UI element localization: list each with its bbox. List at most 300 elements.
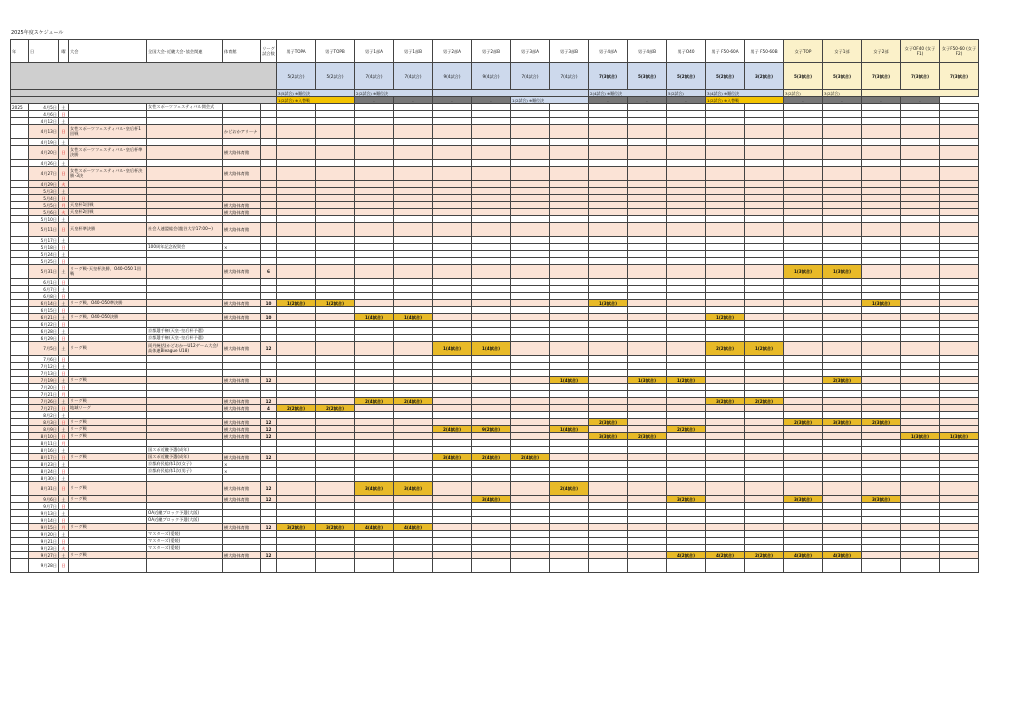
division-cell [667, 279, 706, 286]
weekday-cell: 日 [59, 293, 69, 300]
division-cell [433, 503, 472, 510]
event-cell [69, 104, 147, 111]
division-cell [550, 167, 589, 181]
division-cell [550, 440, 589, 447]
notes-cell: - [823, 97, 862, 104]
national-event-cell: 京都選手権(天皇･皇后杯予選) [147, 335, 223, 342]
division-cell [433, 111, 472, 118]
division-cell [394, 503, 433, 510]
division-cell [433, 552, 472, 559]
weekday-cell: 月 [59, 524, 69, 531]
division-cell [940, 356, 979, 363]
division-cell [628, 279, 667, 286]
match-count-cell [261, 118, 277, 125]
weekday-cell: 月 [59, 440, 69, 447]
division-cell [901, 167, 940, 181]
division-cell [706, 265, 745, 279]
weekday-cell: 土 [59, 265, 69, 279]
schedule-row [11, 538, 979, 545]
year-cell [11, 433, 29, 440]
notes-row-1 [11, 90, 979, 97]
division-cell [472, 188, 511, 195]
schedule-row [11, 223, 979, 237]
year-cell: 2025 [11, 104, 29, 111]
column-header: 男子O40 [667, 40, 706, 63]
year-cell [11, 125, 29, 139]
division-cell [745, 538, 784, 545]
division-cell [511, 440, 550, 447]
match-count-cell [261, 503, 277, 510]
weekday-cell: 土 [59, 342, 69, 356]
year-cell [11, 265, 29, 279]
division-cell [706, 209, 745, 216]
division-cell [862, 356, 901, 363]
match-count-cell [261, 468, 277, 475]
division-cell [823, 391, 862, 398]
division-cell [472, 237, 511, 244]
division-cell [394, 188, 433, 195]
division-cell [862, 167, 901, 181]
division-cell [706, 475, 745, 482]
division-cell [472, 209, 511, 216]
division-cell [628, 314, 667, 321]
column-header: 男子3部A [511, 40, 550, 63]
division-cell [901, 181, 940, 188]
division-cell [316, 139, 355, 146]
division-cell [433, 286, 472, 293]
division-cell [511, 202, 550, 209]
year-cell [11, 111, 29, 118]
division-cell [394, 118, 433, 125]
division-cell [589, 440, 628, 447]
division-cell [589, 111, 628, 118]
division-cell [277, 538, 316, 545]
schedule-row [11, 286, 979, 293]
match-cell: 2(4試合) [472, 454, 511, 461]
venue-cell: 横大路体育館 [223, 454, 261, 461]
division-cell [472, 412, 511, 419]
division-cell [433, 223, 472, 237]
year-cell [11, 412, 29, 419]
weekday-cell: 土 [59, 118, 69, 125]
match-cell: 3(2試合) [316, 524, 355, 531]
division-cell [862, 160, 901, 167]
division-cell [745, 118, 784, 125]
year-cell [11, 118, 29, 125]
division-cell [472, 531, 511, 538]
schedule-row [11, 517, 979, 524]
division-cell [316, 440, 355, 447]
division-cell [628, 202, 667, 209]
division-cell [511, 125, 550, 139]
division-cell [745, 307, 784, 314]
division-cell [589, 510, 628, 517]
division-cell [589, 503, 628, 510]
schedule-row [11, 454, 979, 461]
division-cell [784, 363, 823, 370]
division-cell [823, 363, 862, 370]
weekday-cell: 土 [59, 286, 69, 293]
year-cell [11, 307, 29, 314]
division-cell [706, 118, 745, 125]
event-cell: リーグ戦 [69, 433, 147, 440]
match-count-cell [261, 440, 277, 447]
match-count-cell [261, 209, 277, 216]
weekday-cell: 土 [59, 461, 69, 468]
division-cell [472, 181, 511, 188]
date-cell: 4月6日 [29, 111, 59, 118]
date-cell: 9月6日 [29, 496, 59, 503]
division-cell [784, 111, 823, 118]
division-cell [745, 545, 784, 552]
national-event-cell: 京都選手権(天皇･皇后杯予選) [147, 328, 223, 335]
division-cell [901, 412, 940, 419]
match-count-cell [261, 384, 277, 391]
division-cell [901, 552, 940, 559]
division-cell [550, 314, 589, 321]
division-cell [628, 293, 667, 300]
division-cell [511, 216, 550, 223]
division-cell [784, 524, 823, 531]
division-cell [940, 531, 979, 538]
division-cell [823, 104, 862, 111]
division-cell [784, 328, 823, 335]
division-cell [901, 279, 940, 286]
division-cell [550, 251, 589, 258]
event-cell [69, 160, 147, 167]
division-cell [316, 167, 355, 181]
division-cell [511, 363, 550, 370]
match-count-cell [261, 167, 277, 181]
national-event-cell [147, 321, 223, 328]
division-cell [394, 237, 433, 244]
division-cell [901, 335, 940, 342]
date-cell: 9月13日 [29, 510, 59, 517]
match-count-cell [261, 188, 277, 195]
division-cell [784, 482, 823, 496]
division-cell [433, 244, 472, 251]
division-cell [940, 321, 979, 328]
division-cell [706, 412, 745, 419]
venue-cell [223, 216, 261, 223]
division-cell [511, 503, 550, 510]
match-cell: 1(4試合) [394, 314, 433, 321]
division-cell [628, 104, 667, 111]
schedule-row [11, 405, 979, 412]
weekday-cell: 土 [59, 426, 69, 433]
schedule-row [11, 328, 979, 335]
notes-cell: 3(5試合) ※順位決 [277, 90, 355, 97]
division-cell [277, 258, 316, 265]
division-cell [394, 440, 433, 447]
division-cell [862, 468, 901, 475]
event-cell: リーグ戦、O40-O50準決勝 [69, 300, 147, 307]
division-cell [901, 118, 940, 125]
year-cell [11, 342, 29, 356]
division-cell [316, 496, 355, 503]
schedule-row [11, 118, 979, 125]
division-cell [628, 181, 667, 188]
match-cell: 3(3試合) [862, 496, 901, 503]
year-cell [11, 328, 29, 335]
division-cell [550, 258, 589, 265]
division-cell [394, 328, 433, 335]
division-cell [823, 209, 862, 216]
division-cell [628, 167, 667, 181]
schedule-row [11, 237, 979, 244]
division-cell [316, 538, 355, 545]
division-cell [355, 300, 394, 307]
division-cell [511, 335, 550, 342]
year-cell [11, 314, 29, 321]
division-cell [784, 118, 823, 125]
division-cell [862, 461, 901, 468]
division-cell [862, 384, 901, 391]
national-event-cell [147, 118, 223, 125]
venue-cell: 横大路体育館 [223, 482, 261, 496]
division-cell [550, 118, 589, 125]
division-cell [901, 517, 940, 524]
division-cell [550, 181, 589, 188]
division-cell [355, 552, 394, 559]
division-cell [511, 517, 550, 524]
division-cell [628, 475, 667, 482]
division-cell [706, 356, 745, 363]
division-cell [511, 265, 550, 279]
year-cell [11, 559, 29, 573]
division-cell [706, 307, 745, 314]
division-cell [550, 433, 589, 440]
division-cell [862, 433, 901, 440]
division-cell [511, 111, 550, 118]
division-cell [901, 545, 940, 552]
division-cell [355, 111, 394, 118]
division-cell [745, 377, 784, 384]
summary-cell: 5(3試合) [823, 63, 862, 90]
division-cell [901, 440, 940, 447]
division-cell [823, 251, 862, 258]
division-cell [628, 538, 667, 545]
match-count-cell [261, 412, 277, 419]
match-count-cell: 6 [261, 265, 277, 279]
weekday-cell: 火 [59, 209, 69, 216]
division-cell [862, 314, 901, 321]
match-count-cell: 12 [261, 454, 277, 461]
division-cell [862, 202, 901, 209]
division-cell [433, 321, 472, 328]
date-cell: 8月3日 [29, 419, 59, 426]
division-cell [316, 279, 355, 286]
division-cell [316, 398, 355, 405]
division-cell [589, 377, 628, 384]
division-cell [511, 552, 550, 559]
date-cell: 4月19日 [29, 139, 59, 146]
division-cell [940, 258, 979, 265]
column-header: 男子2部B [472, 40, 511, 63]
division-cell [550, 139, 589, 146]
division-cell [862, 209, 901, 216]
schedule-row [11, 545, 979, 552]
division-cell [277, 160, 316, 167]
division-cell [706, 279, 745, 286]
division-cell [316, 391, 355, 398]
division-cell [472, 391, 511, 398]
division-cell [745, 433, 784, 440]
division-cell [784, 335, 823, 342]
division-cell [823, 510, 862, 517]
division-cell [394, 195, 433, 202]
division-cell [550, 398, 589, 405]
national-event-cell [147, 496, 223, 503]
national-event-cell [147, 216, 223, 223]
division-cell [277, 419, 316, 426]
event-cell: リーグ戦･天皇杯決勝、O40-O50 1回戦 [69, 265, 147, 279]
division-cell [472, 146, 511, 160]
division-cell [628, 195, 667, 202]
division-cell [511, 307, 550, 314]
date-cell: 9月28日 [29, 559, 59, 573]
division-cell [394, 559, 433, 573]
date-cell: 5月5日 [29, 202, 59, 209]
division-cell [745, 160, 784, 167]
division-cell [862, 335, 901, 342]
venue-cell [223, 503, 261, 510]
division-cell [628, 342, 667, 356]
division-cell [511, 167, 550, 181]
event-cell [69, 118, 147, 125]
event-cell [69, 321, 147, 328]
division-cell [745, 223, 784, 237]
division-cell [277, 188, 316, 195]
national-event-cell: 国スポ近畿予選(成年) [147, 447, 223, 454]
division-cell [277, 391, 316, 398]
weekday-cell: 日 [59, 482, 69, 496]
match-cell: 3(2試合) [277, 524, 316, 531]
division-cell [667, 139, 706, 146]
division-cell [550, 391, 589, 398]
division-cell [589, 398, 628, 405]
division-cell [628, 188, 667, 195]
division-cell [628, 328, 667, 335]
date-cell: 7月21日 [29, 391, 59, 398]
match-count-cell [261, 237, 277, 244]
schedule-row [11, 363, 979, 370]
venue-cell: 横大路体育館 [223, 433, 261, 440]
division-cell [472, 251, 511, 258]
division-cell [550, 531, 589, 538]
national-event-cell [147, 307, 223, 314]
division-cell [706, 188, 745, 195]
division-cell [784, 559, 823, 573]
schedule-row [11, 293, 979, 300]
division-cell [472, 370, 511, 377]
division-cell [706, 419, 745, 426]
division-cell [511, 342, 550, 356]
division-cell [784, 412, 823, 419]
division-cell [277, 237, 316, 244]
year-cell [11, 300, 29, 307]
division-cell [745, 559, 784, 573]
division-cell [433, 468, 472, 475]
division-cell [277, 384, 316, 391]
division-cell [316, 552, 355, 559]
division-cell [745, 356, 784, 363]
match-count-cell [261, 195, 277, 202]
division-cell [355, 510, 394, 517]
division-cell [355, 307, 394, 314]
notes-cell: - [394, 97, 433, 104]
division-cell [901, 538, 940, 545]
date-cell: 6月8日 [29, 293, 59, 300]
match-count-cell: 10 [261, 314, 277, 321]
match-cell: 2(2試合) [667, 426, 706, 433]
match-count-cell [261, 244, 277, 251]
division-cell [394, 468, 433, 475]
division-cell [745, 139, 784, 146]
event-cell [69, 412, 147, 419]
date-cell: 9月7日 [29, 503, 59, 510]
division-cell [394, 384, 433, 391]
schedule-row [11, 510, 979, 517]
division-cell [511, 195, 550, 202]
division-cell [277, 440, 316, 447]
division-cell [862, 517, 901, 524]
division-cell [433, 405, 472, 412]
division-cell [433, 545, 472, 552]
division-cell [745, 167, 784, 181]
schedule-row [11, 398, 979, 405]
division-cell [745, 496, 784, 503]
division-cell [862, 307, 901, 314]
division-cell [394, 223, 433, 237]
event-cell [69, 237, 147, 244]
division-cell [862, 559, 901, 573]
match-cell: 1(3試合) [589, 300, 628, 307]
division-cell [316, 223, 355, 237]
division-cell [823, 188, 862, 195]
notes-row-2 [11, 97, 979, 104]
division-cell [706, 531, 745, 538]
summary-cell: 5(2試合) [316, 63, 355, 90]
national-event-cell [147, 237, 223, 244]
division-cell [277, 195, 316, 202]
division-cell [589, 384, 628, 391]
division-cell [745, 335, 784, 342]
division-cell [277, 111, 316, 118]
division-cell [433, 328, 472, 335]
year-cell [11, 384, 29, 391]
match-cell: 2(2試合) [745, 398, 784, 405]
division-cell [355, 181, 394, 188]
division-cell [277, 293, 316, 300]
event-cell [69, 356, 147, 363]
year-cell [11, 447, 29, 454]
schedule-row [11, 496, 979, 503]
weekday-cell: 土 [59, 237, 69, 244]
division-cell [823, 293, 862, 300]
division-cell [862, 510, 901, 517]
match-cell: 1(3試合) [940, 433, 979, 440]
division-cell [511, 405, 550, 412]
division-cell [433, 181, 472, 188]
division-cell [940, 370, 979, 377]
notes-cell: - [355, 97, 394, 104]
year-cell [11, 510, 29, 517]
match-cell: 2(3試合) [862, 419, 901, 426]
division-cell [628, 363, 667, 370]
date-cell: 8月17日 [29, 454, 59, 461]
division-cell [784, 461, 823, 468]
